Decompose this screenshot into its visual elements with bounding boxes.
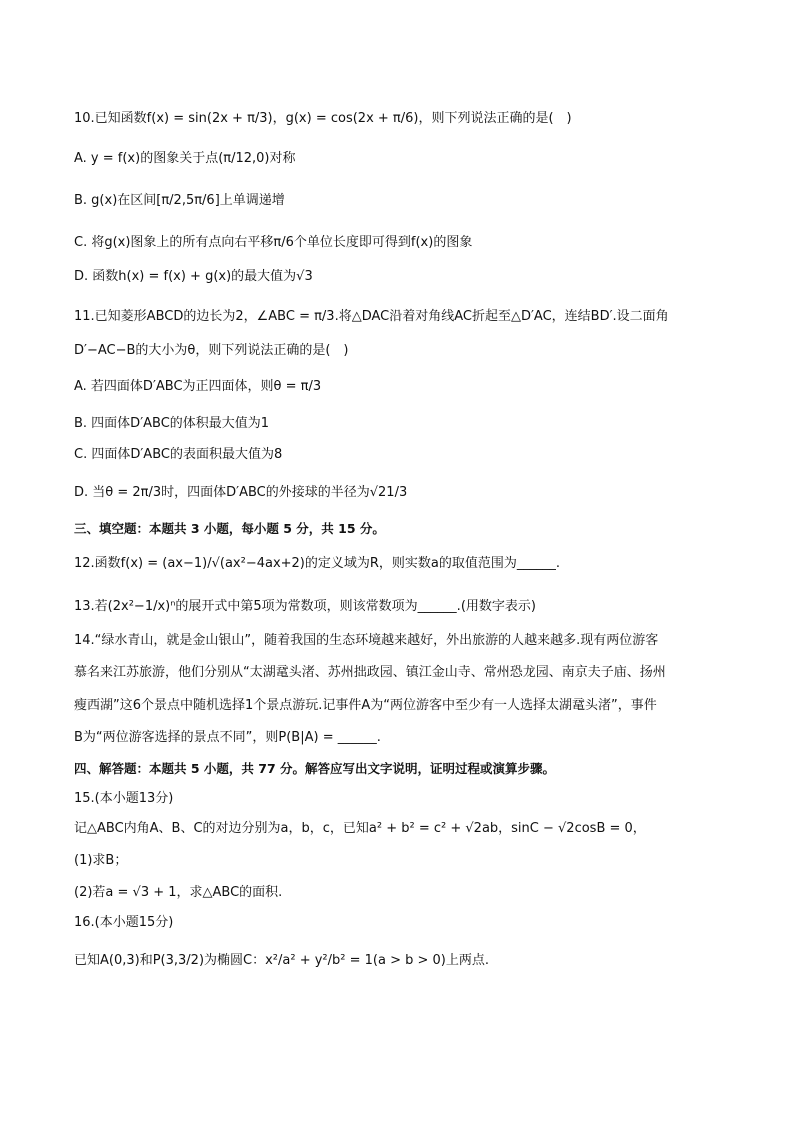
q14-line3: 瘦西湖”这6个景点中随机选择1个景点游玩.记事件A为“两位游客中至少有一人选择太湖鼋头渚”，事件 <box>74 698 657 713</box>
q12-text: 12.函数f(x) = (ax−1)/√(ax²−4ax+2)的定义域为R，则实数a的取值范围为______. <box>74 556 561 571</box>
q11-option-a: A. 若四面体D′ABC为正四面体，则θ = π/3 <box>74 379 322 394</box>
q16-heading: 16.(本小题15分) <box>74 915 174 930</box>
q10-option-a: A. y = f(x)的图象关于点(π/12,0)对称 <box>74 151 296 166</box>
q10-option-b: B. g(x)在区间[π/2,5π/6]上单调递增 <box>74 193 285 208</box>
q10-option-c: C. 将g(x)图象上的所有点向右平移π/6个单位长度即可得到f(x)的图象 <box>74 235 473 250</box>
q10-stem: 10.已知函数f(x) = sin(2x + π/3)，g(x) = cos(2x + π/6)，则下列说法正确的是( ) <box>74 111 572 126</box>
q16-line1: 已知A(0,3)和P(3,3/2)为椭圆C：x²/a² + y²/b² = 1(a > b > 0)上两点. <box>74 953 489 968</box>
q15-line3: (2)若a = √3 + 1，求△ABC的面积. <box>74 885 283 900</box>
section-fill-in-heading: 三、填空题：本题共 3 小题，每小题 5 分，共 15 分。 <box>74 521 385 536</box>
q15-line2: (1)求B； <box>74 853 128 868</box>
q10-option-d: D. 函数h(x) = f(x) + g(x)的最大值为√3 <box>74 269 313 284</box>
section-answer-heading: 四、解答题：本题共 5 小题，共 77 分。解答应写出文字说明，证明过程或演算步骤。 <box>74 761 556 776</box>
q11-option-d: D. 当θ = 2π/3时，四面体D′ABC的外接球的半径为√21/3 <box>74 485 408 500</box>
q14-line2: 慕名来江苏旅游，他们分别从“太湖鼋头渚、苏州拙政园、镇江金山寺、常州恐龙园、南京夫子庙、扬州 <box>74 665 666 680</box>
q11-stem-line1: 11.已知菱形ABCD的边长为2，∠ABC = π/3.将△DAC沿着对角线AC折起至△D′AC，连结BD′.设二面角 <box>74 309 669 324</box>
q15-line1: 记△ABC内角A、B、C的对边分别为a，b，c，已知a² + b² = c² + √2ab，sinC − √2cosB = 0， <box>74 821 646 836</box>
q13-text: 13.若(2x²−1/x)ⁿ的展开式中第5项为常数项，则该常数项为______.(用数字表示) <box>74 599 536 614</box>
q15-heading: 15.(本小题13分) <box>74 791 174 806</box>
q14-line4: B为“两位游客选择的景点不同”，则P(B|A) = ______. <box>74 730 381 745</box>
q11-option-b: B. 四面体D′ABC的体积最大值为1 <box>74 416 270 431</box>
q11-stem-line2: D′−AC−B的大小为θ，则下列说法正确的是( ) <box>74 343 349 358</box>
q11-option-c: C. 四面体D′ABC的表面积最大值为8 <box>74 447 283 462</box>
q14-line1: 14.“绿水青山，就是金山银山”，随着我国的生态环境越来越好，外出旅游的人越来越多.现有两位游客 <box>74 633 659 648</box>
